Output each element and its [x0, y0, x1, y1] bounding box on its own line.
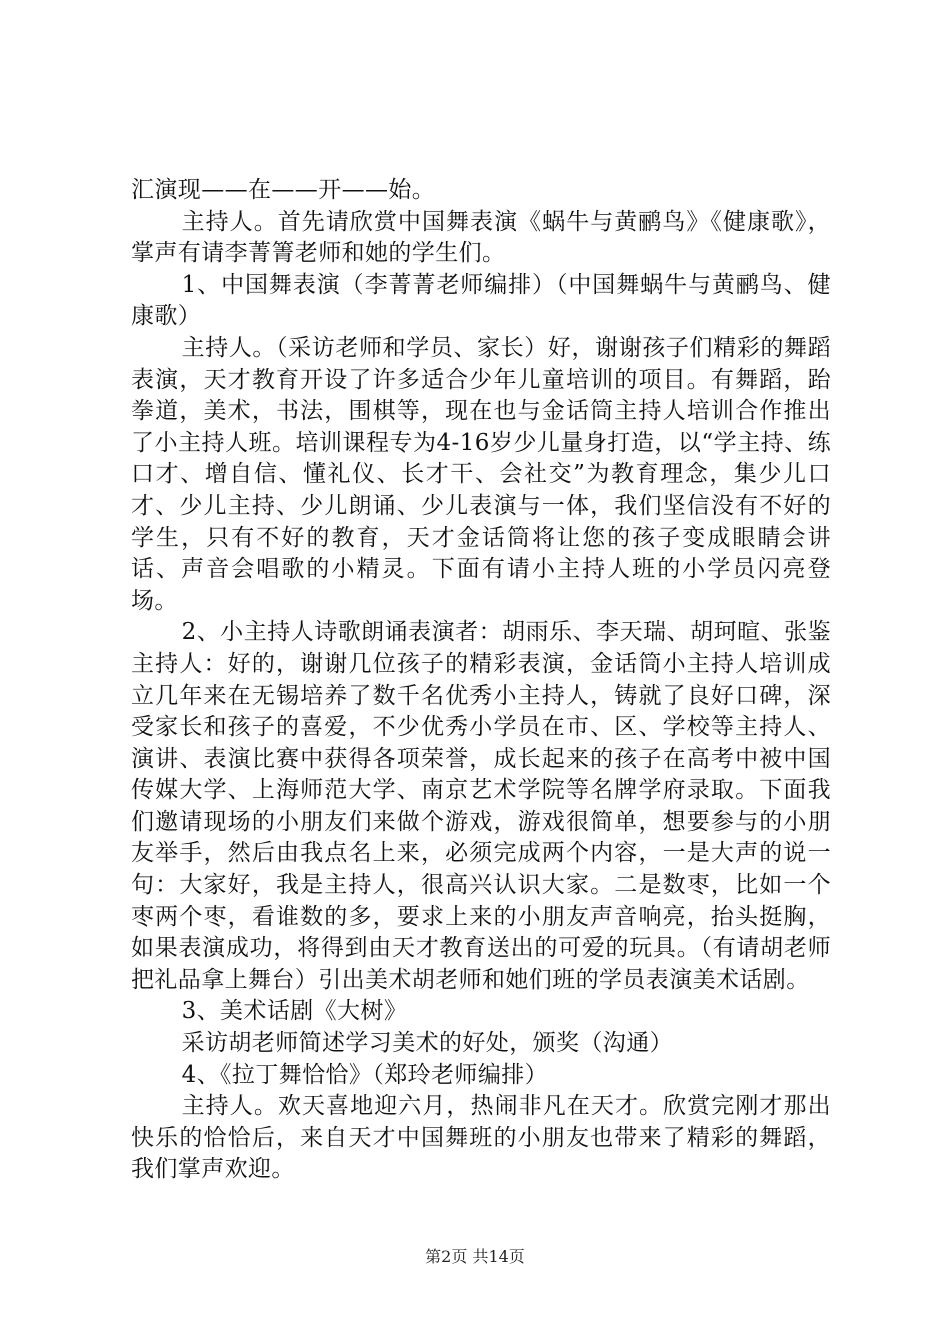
paragraph-host-intro: 主持人。首先请欣赏中国舞表演《蜗牛与黄鹂鸟》《健康歌》，掌声有请李菁箐老师和她的学生们。	[131, 208, 831, 267]
paragraph-opening: 汇演现——在——开——始。	[131, 177, 436, 203]
paragraph-host-interview: 主持人。（采访老师和学员、家长）好，谢谢孩子们精彩的舞蹈表演，天才教育开设了许多适合少年儿童培训的项目。有舞蹈，跆拳道，美术，书法，围棋等，现在也与金话筒主持人培训合作推出了小主持人班。培训课程专为4-16岁少儿量身打造，以“学主持、练口才、增自信、懂礼仪、长才干、会社交”为教育理念，集少儿口才、少儿主持、少儿朗诵、少儿表演与一体，我们坚信没有不好的学生，只有不好的教育，天才金话筒将让您的孩子变成眼睛会讲话、声音会唱歌的小精灵。下面有请小主持人班的小学员闪亮登场。	[131, 334, 831, 614]
paragraph-item-4: 4、《拉丁舞恰恰》（郑玲老师编排）	[181, 1061, 549, 1088]
document-body	[131, 175, 831, 1186]
page-footer: 第2页 共14页	[425, 1247, 525, 1266]
paragraph-interview-award: 采访胡老师简述学习美术的好处，颁奖（沟通）	[181, 1030, 673, 1057]
paragraph-host-closing: 主持人。欢天喜地迎六月，热闹非凡在天才。欣赏完刚才那出快乐的恰恰后，来自天才中国舞班的小朋友也带来了精彩的舞蹈，我们掌声欢迎。	[131, 1093, 831, 1183]
paragraph-item-1: 1、中国舞表演（李菁菁老师编排）（中国舞蜗牛与黄鹂鸟、健康歌）	[131, 271, 831, 330]
paragraph-item-2: 2、小主持人诗歌朗诵表演者：胡雨乐、李天瑞、胡珂暄、张鉴主持人：好的，谢谢几位孩子的精彩表演，金话筒小主持人培训成立几年来在无锡培养了数千名优秀小主持人，铸就了良好口碑，深受家长和孩子的喜爱，不少优秀小学员在市、区、学校等主持人、演讲、表演比赛中获得各项荣誉，成长起来的孩子在高考中被中国传媒大学、上海师范大学、南京艺术学院等名牌学府录取。下面我们邀请现场的小朋友们来做个游戏，游戏很简单，想要参与的小朋友举手，然后由我点名上来，必须完成两个内容，一是大声的说一句：大家好，我是主持人，很高兴认识大家。二是数枣，比如一个枣两个枣，看谁数的多，要求上来的小朋友声音响亮，抬头挺胸，如果表演成功，将得到由天才教育送出的可爱的玩具。（有请胡老师把礼品拿上舞台）引出美术胡老师和她们班的学员表演美术话剧。	[131, 619, 831, 993]
paragraph-item-3: 3、美术话剧《大树》	[181, 998, 408, 1025]
